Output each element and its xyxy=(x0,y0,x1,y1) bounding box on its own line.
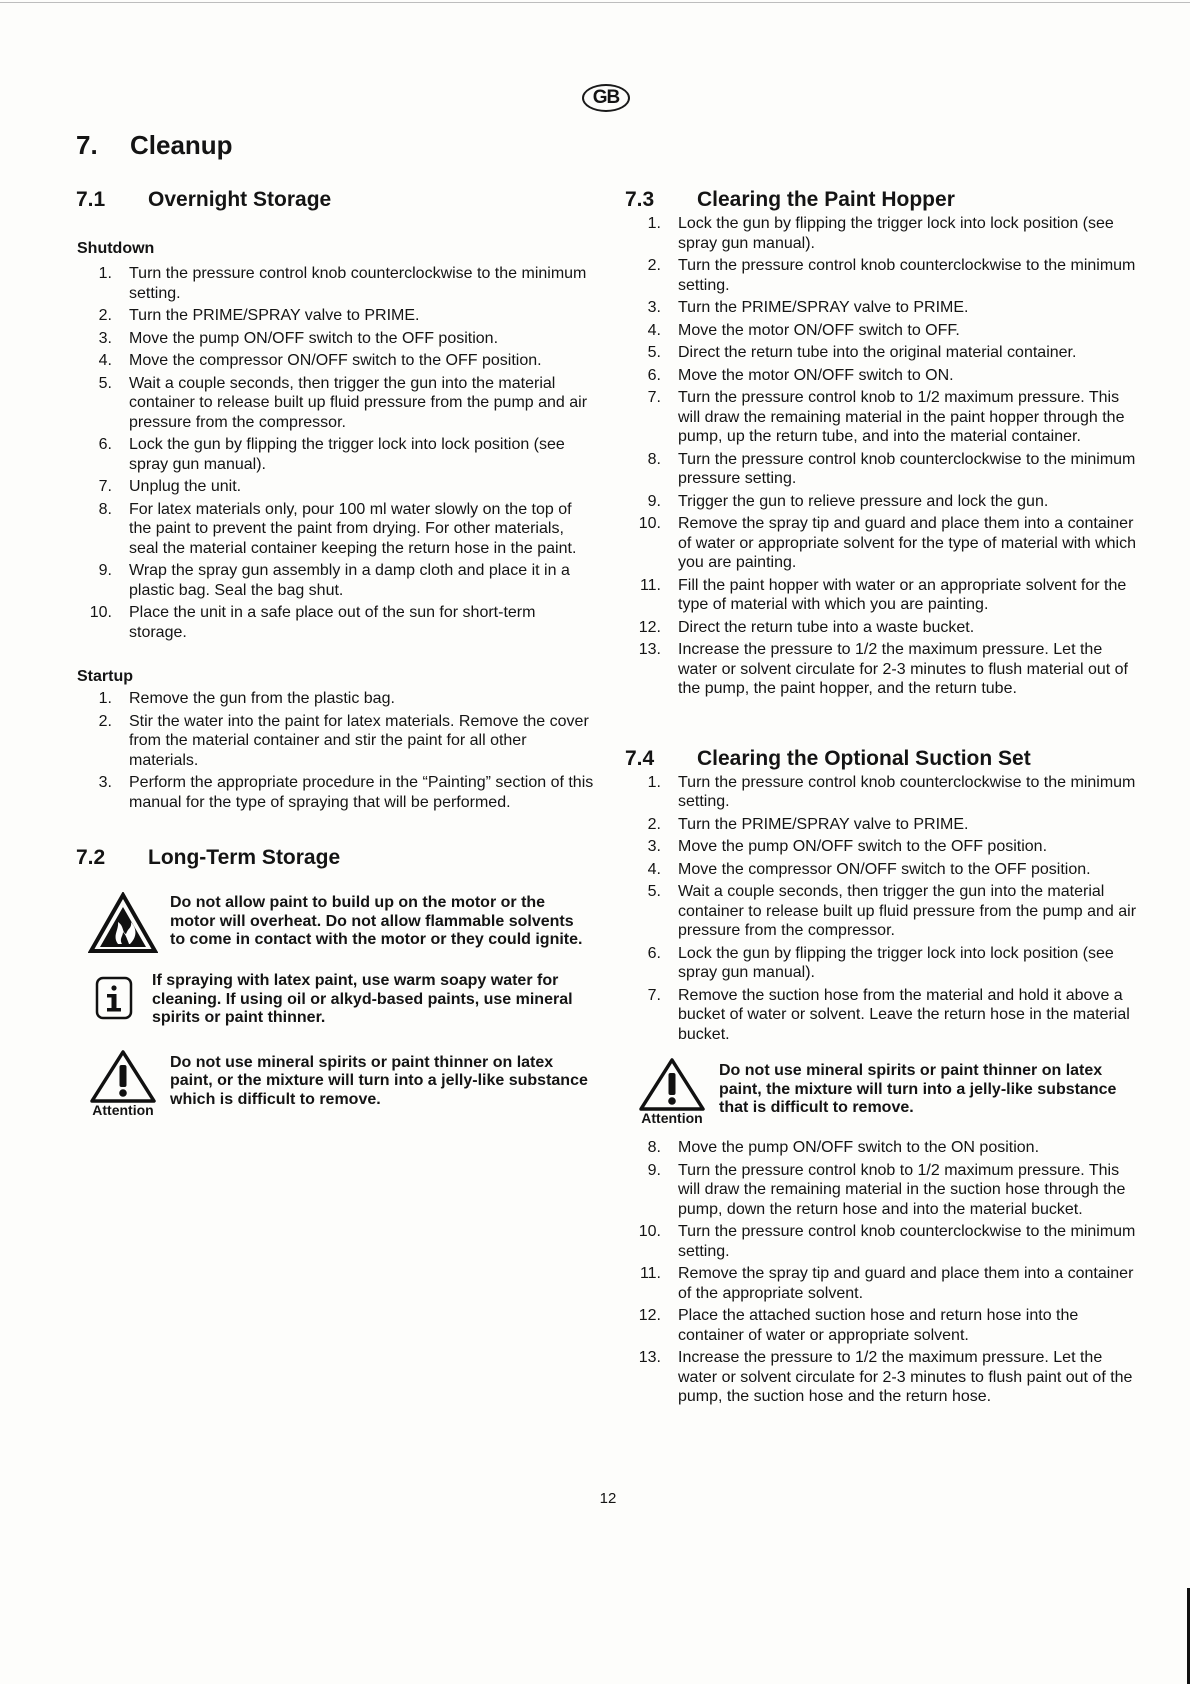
step-number: 5. xyxy=(98,374,112,392)
step-number: 3. xyxy=(647,838,661,855)
list-item xyxy=(76,374,596,433)
step-number: 7. xyxy=(647,986,661,1004)
step-number: 3. xyxy=(98,774,112,791)
step-number: 2. xyxy=(98,307,112,324)
step-number: 1. xyxy=(98,265,112,282)
list-item xyxy=(76,561,596,600)
right-column xyxy=(625,188,1145,1410)
chapter-title-text: Cleanup xyxy=(130,130,233,160)
step-number: 9. xyxy=(98,562,112,579)
list-item xyxy=(76,306,596,326)
step-number: 12. xyxy=(638,618,661,636)
step-text: Move the pump ON/OFF switch to the OFF position. xyxy=(129,329,499,347)
list-item xyxy=(625,576,1145,615)
step-number: 8. xyxy=(647,1139,661,1156)
section-heading-7-4: 7.4 Clearing the Optional Suction Set xyxy=(625,746,1031,770)
chapter-number: 7. xyxy=(76,130,98,160)
step-text: Move the motor ON/OFF switch to OFF. xyxy=(678,321,960,339)
startup-heading: Startup xyxy=(77,668,133,685)
list-item xyxy=(625,256,1145,295)
step-number: 13. xyxy=(638,641,661,658)
step-text: Lock the gun by flipping the trigger lock into lock position (see spray gun manual). xyxy=(678,215,1114,252)
step-number: 4. xyxy=(647,860,661,878)
step-number: 11. xyxy=(639,576,661,594)
list-item xyxy=(76,477,596,497)
step-number: 4. xyxy=(647,321,661,339)
section-heading-7-3: 7.3 Clearing the Paint Hopper xyxy=(625,188,955,211)
step-number: 5. xyxy=(647,883,661,900)
step-text: Increase the pressure to 1/2 the maximum pressure. Let the water or solvent circulate for 2-3 minutes to flush paint out of the pump, the suction hose and the return hose. xyxy=(678,1349,1133,1405)
list-item xyxy=(76,712,596,771)
list-item xyxy=(625,815,1145,835)
step-text: Trigger the gun to relieve pressure and lock the gun. xyxy=(678,492,1049,510)
step-text: Remove the spray tip and guard and place them into a container of water or appropriate solvent for the type of material with which you are painting. xyxy=(678,515,1136,571)
attention-icon xyxy=(625,1056,719,1126)
section-heading-7-1: 7.1 Overnight Storage xyxy=(76,188,332,211)
step-number: 9. xyxy=(647,1161,661,1179)
fire-hazard-icon xyxy=(76,888,170,954)
step-text: Turn the pressure control knob to 1/2 maximum pressure. This will draw the remaining material in the paint hopper through the pump, up the return tube, and into the material container. xyxy=(678,389,1125,445)
step-text: Unplug the unit. xyxy=(129,478,242,495)
step-text: For latex materials only, pour 100 ml water slowly on the top of the paint to prevent the paint from drying. For other materials, seal the material container keeping the return hose in the paint. xyxy=(129,500,577,557)
step-number: 2. xyxy=(647,257,661,274)
step-text: Turn the pressure control knob counterclockwise to the minimum setting. xyxy=(678,257,1136,294)
step-text: Direct the return tube into the original material container. xyxy=(678,344,1077,361)
step-number: 12. xyxy=(638,1307,661,1324)
step-number: 10. xyxy=(89,604,112,621)
info-icon xyxy=(76,972,152,1021)
list-item xyxy=(625,1222,1145,1261)
top-rule xyxy=(0,2,1190,3)
step-number: 3. xyxy=(98,329,112,347)
step-text: Move the pump ON/OFF switch to the ON position. xyxy=(678,1139,1040,1156)
paint-hopper-steps xyxy=(625,214,1145,699)
list-item xyxy=(625,1161,1145,1220)
step-text: Move the motor ON/OFF switch to ON. xyxy=(678,366,954,384)
step-text: Fill the paint hopper with water or an appropriate solvent for the type of material with which you are painting. xyxy=(678,576,1127,613)
suction-set-steps-a xyxy=(625,773,1145,1045)
step-text: Perform the appropriate procedure in the “Painting” section of this manual for the type of spraying that will be performed. xyxy=(129,774,594,811)
step-number: 9. xyxy=(647,492,661,510)
step-number: 5. xyxy=(647,344,661,361)
list-item xyxy=(625,514,1145,573)
section-heading-7-2: 7.2 Long-Term Storage xyxy=(76,846,341,869)
list-item xyxy=(76,435,596,474)
suction-set-steps-b xyxy=(625,1138,1145,1407)
list-item xyxy=(625,773,1145,812)
list-item xyxy=(76,329,596,349)
step-number: 11. xyxy=(639,1265,661,1282)
attention-icon xyxy=(76,1048,170,1118)
list-item xyxy=(625,343,1145,363)
list-item xyxy=(76,264,596,303)
list-item xyxy=(76,603,596,642)
list-item xyxy=(625,986,1145,1045)
step-number: 2. xyxy=(647,815,661,833)
list-item xyxy=(625,944,1145,983)
step-text: Increase the pressure to 1/2 the maximum pressure. Let the water or solvent circulate for 2-3 minutes to flush material out of the pump, the paint hopper, and the return tube. xyxy=(678,641,1128,697)
list-item xyxy=(625,860,1145,880)
step-text: Place the attached suction hose and return hose into the container of water or appropriate solvent. xyxy=(678,1307,1079,1344)
step-number: 8. xyxy=(98,500,112,518)
attention-label: Attention xyxy=(641,1110,703,1126)
list-item xyxy=(625,1348,1145,1407)
shutdown-steps xyxy=(76,264,596,642)
step-text: Place the unit in a safe place out of the sun for short-term storage. xyxy=(129,604,536,641)
list-item xyxy=(625,298,1145,318)
step-text: Turn the pressure control knob counterclockwise to the minimum setting. xyxy=(678,1223,1136,1260)
step-text: Wait a couple seconds, then trigger the gun into the material container to release built up fluid pressure from the pump and air pressure from the compressor. xyxy=(678,883,1137,939)
step-text: Turn the pressure control knob to 1/2 maximum pressure. This will draw the remaining material in the suction hose through the pump, down the return hose and into the material bucket. xyxy=(678,1161,1126,1218)
attention-text-right: Do not use mineral spirits or paint thinner on latex paint, the mixture will turn into a jelly-like substance that is difficult to remove. xyxy=(719,1062,1117,1116)
list-item xyxy=(625,450,1145,489)
fire-warning xyxy=(76,888,596,954)
step-number: 1. xyxy=(647,773,661,791)
list-item xyxy=(625,837,1145,857)
step-text: Turn the PRIME/SPRAY valve to PRIME. xyxy=(678,815,969,833)
shutdown-heading: Shutdown xyxy=(77,240,155,257)
list-item xyxy=(625,366,1145,386)
step-number: 4. xyxy=(98,352,112,369)
step-number: 6. xyxy=(647,366,661,384)
step-text: Stir the water into the paint for latex materials. Remove the cover from the material container and stir the paint for all other materials. xyxy=(129,712,589,769)
info-note xyxy=(76,972,596,1028)
region-badge: GB xyxy=(582,84,630,112)
step-text: Turn the PRIME/SPRAY valve to PRIME. xyxy=(129,307,420,324)
step-number: 1. xyxy=(647,215,661,232)
info-note-text: If spraying with latex paint, use warm soapy water for cleaning. If using oil or alkyd-based paints, use mineral spirits or paint thinner. xyxy=(152,972,573,1026)
step-number: 7. xyxy=(647,389,661,406)
list-item xyxy=(625,1138,1145,1158)
list-item xyxy=(625,388,1145,447)
page-number: 12 xyxy=(599,1490,617,1507)
list-item xyxy=(76,351,596,371)
step-text: Wait a couple seconds, then trigger the gun into the material container to release built up fluid pressure from the pump and air pressure from the compressor. xyxy=(129,374,588,431)
step-text: Move the compressor ON/OFF switch to the OFF position. xyxy=(678,860,1091,878)
list-item xyxy=(625,321,1145,341)
step-number: 10. xyxy=(638,1223,661,1240)
attention-notice-left xyxy=(76,1048,596,1118)
list-item xyxy=(625,882,1145,941)
step-text: Turn the PRIME/SPRAY valve to PRIME. xyxy=(678,299,969,316)
step-number: 6. xyxy=(647,944,661,962)
fire-warning-text: Do not allow paint to build up on the motor or the motor will overheat. Do not allow flammable solvents to come in contact with the motor or they could ignite. xyxy=(170,894,583,948)
startup-steps xyxy=(76,689,596,812)
list-item xyxy=(625,214,1145,253)
step-text: Remove the gun from the plastic bag. xyxy=(129,690,395,707)
attention-notice-right xyxy=(625,1056,1145,1126)
chapter-title xyxy=(76,130,233,161)
step-text: Move the compressor ON/OFF switch to the OFF position. xyxy=(129,352,542,369)
step-text: Move the pump ON/OFF switch to the OFF position. xyxy=(678,838,1048,855)
step-number: 2. xyxy=(98,712,112,730)
step-text: Remove the suction hose from the material and hold it above a bucket of water or solvent. Leave the return hose in the material bucket. xyxy=(678,986,1130,1043)
step-text: Lock the gun by flipping the trigger lock into lock position (see spray gun manual). xyxy=(129,436,565,473)
step-number: 13. xyxy=(638,1349,661,1366)
step-text: Lock the gun by flipping the trigger lock into lock position (see spray gun manual). xyxy=(678,944,1114,981)
step-text: Turn the pressure control knob counterclockwise to the minimum setting. xyxy=(678,773,1136,810)
step-text: Turn the pressure control knob counterclockwise to the minimum pressure setting. xyxy=(678,450,1136,487)
step-text: Direct the return tube into a waste bucket. xyxy=(678,618,975,636)
attention-label: Attention xyxy=(92,1101,154,1118)
list-item xyxy=(625,618,1145,638)
list-item xyxy=(625,1264,1145,1303)
list-item xyxy=(625,492,1145,512)
step-text: Wrap the spray gun assembly in a damp cloth and place it in a plastic bag. Seal the bag shut. xyxy=(129,562,570,599)
step-text: Remove the spray tip and guard and place them into a container of the appropriate solvent. xyxy=(678,1265,1134,1302)
step-number: 8. xyxy=(647,450,661,468)
step-number: 10. xyxy=(638,515,661,532)
list-item xyxy=(76,689,596,709)
list-item xyxy=(625,1306,1145,1345)
list-item xyxy=(76,500,596,559)
attention-text-left: Do not use mineral spirits or paint thinner on latex paint, or the mixture will turn into a jelly-like substance which is difficult to remove. xyxy=(170,1053,588,1108)
list-item xyxy=(76,773,596,812)
step-number: 1. xyxy=(98,690,112,707)
step-number: 3. xyxy=(647,299,661,316)
step-text: Turn the pressure control knob counterclockwise to the minimum setting. xyxy=(129,265,587,302)
step-number: 6. xyxy=(98,436,112,453)
step-number: 7. xyxy=(98,478,112,495)
list-item xyxy=(625,640,1145,699)
left-column xyxy=(76,188,596,1118)
